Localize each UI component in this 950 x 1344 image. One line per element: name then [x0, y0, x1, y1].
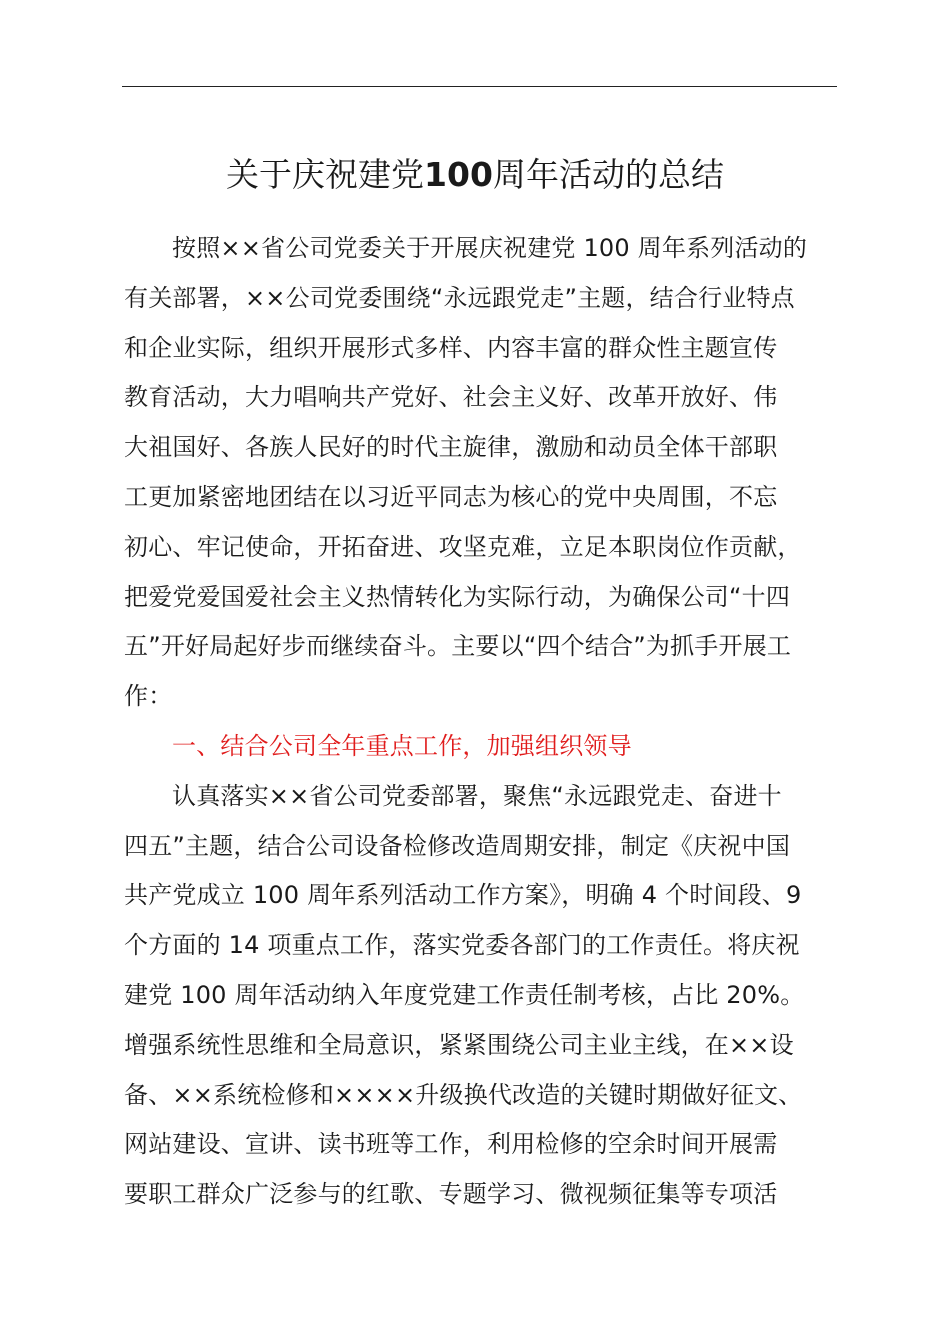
paragraph-line: 和企业实际，组织开展形式多样、内容丰富的群众性主题宣传 [124, 333, 778, 362]
paragraph-line: 有关部署，××公司党委围绕“永远跟党走”主题，结合行业特点 [124, 283, 795, 312]
paragraph-line: 个方面的 14 项重点工作，落实党委各部门的工作责任。将庆祝 [124, 931, 800, 960]
title-suffix: 周年活动的总结 [492, 155, 724, 194]
paragraph-line: 作： [124, 682, 173, 711]
paragraph-line: 初心、牢记使命，开拓奋进、攻坚克难，立足本职岗位作贡献， [124, 532, 802, 561]
header-rule [122, 86, 837, 87]
paragraph-line: 教育活动，大力唱响共产党好、社会主义好、改革开放好、伟 [124, 383, 778, 412]
paragraph-line: 建党 100 周年活动纳入年度党建工作责任制考核，占比 20%。 [124, 980, 805, 1009]
paragraph-line: 增强系统性思维和全局意识，紧紧围绕公司主业主线，在××设 [124, 1030, 794, 1059]
paragraph-line: 大祖国好、各族人民好的时代主旋律，激励和动员全体干部职 [124, 433, 778, 462]
paragraph-line: 认真落实××省公司党委部署，聚焦“永远跟党走、奋进十 [172, 781, 782, 810]
document-body [124, 224, 840, 1220]
document-title [0, 150, 950, 200]
paragraph-line: 把爱党爱国爱社会主义热情转化为实际行动，为确保公司“十四 [124, 582, 791, 611]
section-heading: 一、结合公司全年重点工作，加强组织领导 [172, 731, 632, 760]
paragraph-line: 按照××省公司党委关于开展庆祝建党 100 周年系列活动的 [172, 234, 808, 262]
paragraph-line: 工更加紧密地团结在以习近平同志为核心的党中央周围，不忘 [124, 482, 778, 511]
title-number: 100 [424, 155, 493, 194]
paragraph-line: 共产党成立 100 周年系列活动工作方案》，明确 4 个时间段、9 [124, 881, 802, 910]
paragraph-line: 四五”主题，结合公司设备检修改造周期安排，制定《庆祝中国 [124, 831, 791, 860]
paragraph-line: 要职工群众广泛参与的红歌、专题学习、微视频征集等专项活 [124, 1180, 778, 1209]
title-prefix: 关于庆祝建党 [226, 155, 425, 194]
paragraph-line: 网站建设、宣讲、读书班等工作，利用检修的空余时间开展需 [124, 1130, 778, 1159]
paragraph-line: 五”开好局起好步而继续奋斗。主要以“四个结合”为抓手开展工 [124, 632, 792, 661]
paragraph-line: 备、××系统检修和××××升级换代改造的关键时期做好征文、 [124, 1080, 803, 1109]
